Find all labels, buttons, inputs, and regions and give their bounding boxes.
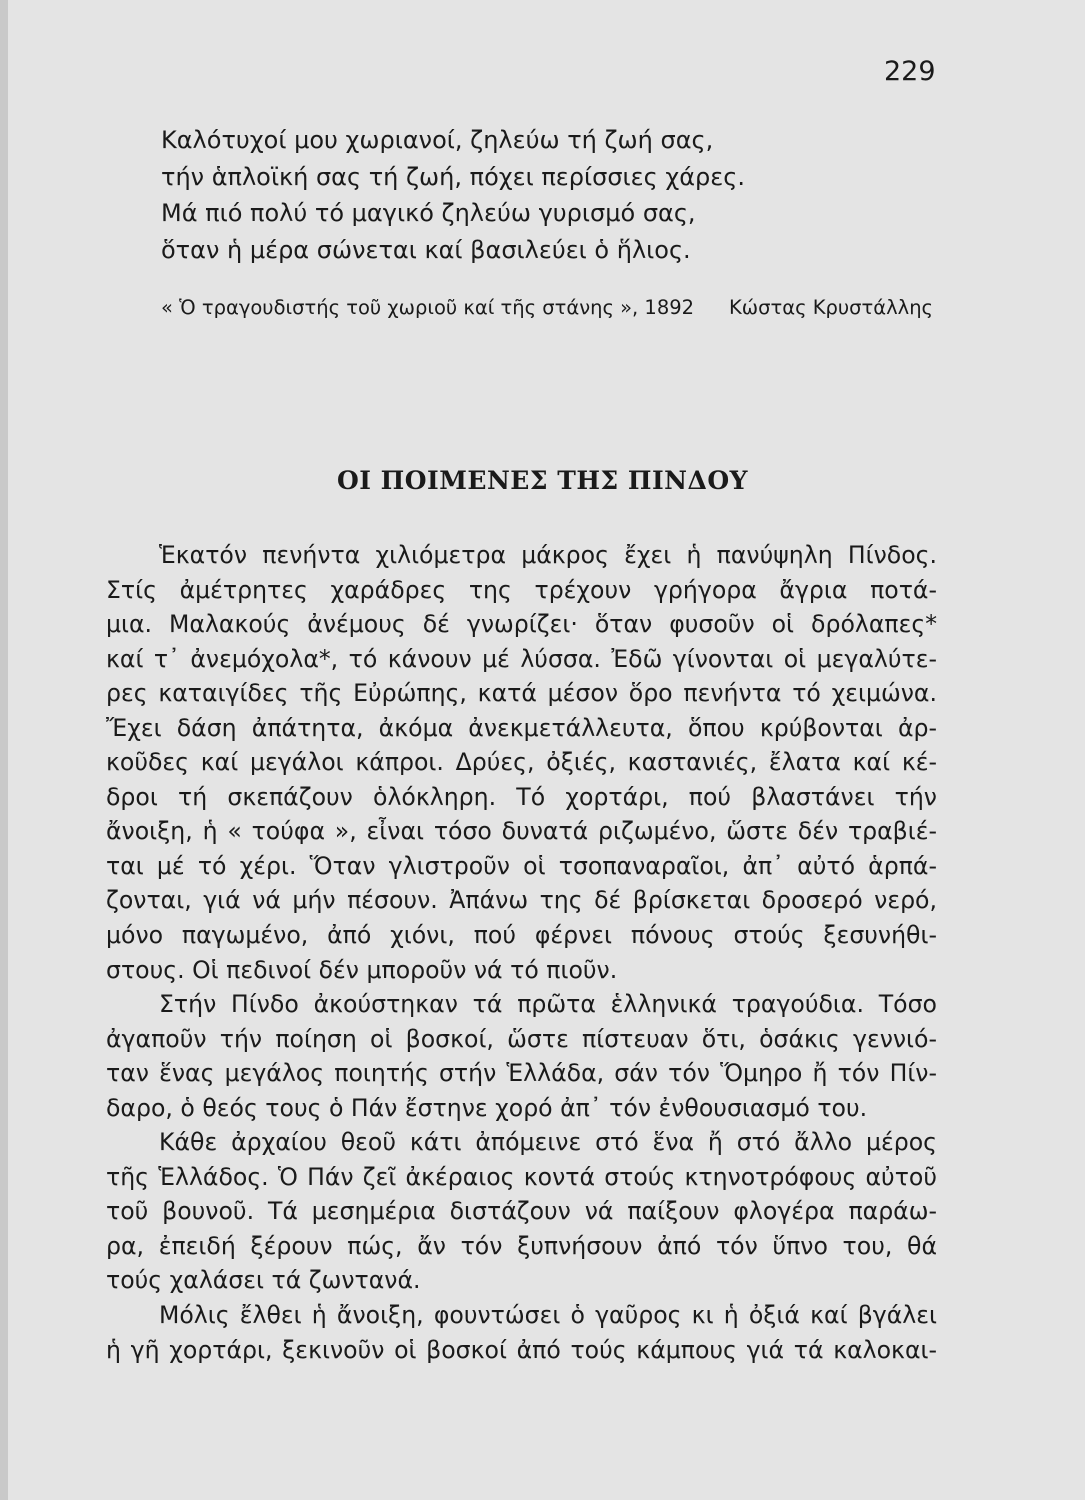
- body-line: μόνο παγωμένο, ἀπό χιόνι, πού φέρνει πόνους στούς ξεσυνήθι-: [106, 921, 937, 950]
- citation-author: Κώστας Κρυστάλλης: [729, 296, 933, 319]
- body-line: Στήν Πίνδο ἀκούστηκαν τά πρῶτα ἑλληνικά τραγούδια. Τόσο: [159, 990, 937, 1019]
- body-line: δροι τή σκεπάζουν ὁλόκληρη. Τό χορτάρι, πού βλαστάνει τήν: [106, 782, 937, 811]
- citation-source: « Ὁ τραγουδιστής τοῦ χωριοῦ καί τῆς στάνης », 1892: [161, 296, 695, 319]
- epigraph-citation: [161, 296, 933, 319]
- body-line: καί τ᾽ ἀνεμόχολα*, τό κάνουν μέ λύσσα. Ἐδῶ γίνονται οἱ μεγαλύτε-: [106, 644, 937, 673]
- body-line: Στίς ἀμέτρητες χαράδρες της τρέχουν γρήγορα ἄγρια ποτά-: [106, 575, 937, 604]
- body-line: ται μέ τό χέρι. Ὅταν γλιστροῦν οἱ τσοπαναραῖοι, ἀπ᾽ αὐτό ἁρπά-: [106, 851, 937, 880]
- chapter-heading: ΟΙ ΠΟΙΜΕΝΕΣ ΤΗΣ ΠΙΝΔΟΥ: [336, 466, 749, 495]
- epigraph: [161, 122, 931, 268]
- epigraph-line: ὅταν ἡ μέρα σώνεται καί βασιλεύει ὁ ἥλιος.: [161, 235, 691, 264]
- body-line: ρα, ἐπειδή ξέρουν πώς, ἄν τόν ξυπνήσουν ἀπό τόν ὕπνο του, θά: [106, 1231, 937, 1260]
- body-text: [106, 538, 937, 1367]
- body-line: ζονται, γιά νά μήν πέσουν. Ἀπάνω της δέ βρίσκεται δροσερό νερό,: [106, 886, 937, 915]
- body-line: ρες καταιγίδες τῆς Εὐρώπης, κατά μέσον ὅρο πενήντα τό χειμώνα.: [106, 679, 937, 708]
- epigraph-line: Μά πιό πολύ τό μαγικό ζηλεύω γυρισμό σας,: [161, 199, 696, 227]
- page-edge: [0, 0, 8, 1500]
- page-number: 229: [884, 56, 936, 87]
- body-line: στους. Οἱ πεδινοί δέν μποροῦν νά τό πιοῦν.: [106, 955, 618, 984]
- body-line: κοῦδες καί μεγάλοι κάπροι. Δρύες, ὀξιές, καστανιές, ἔλατα καί κέ-: [106, 748, 937, 777]
- body-line: ἄνοιξη, ἡ « τούφα », εἶναι τόσο δυνατά ριζωμένο, ὥστε δέν τραβιέ-: [106, 817, 937, 846]
- body-line: Μόλις ἔλθει ἡ ἄνοιξη, φουντώσει ὁ γαῦρος κι ἡ ὀξιά καί βγάλει: [159, 1301, 937, 1330]
- body-line: Κάθε ἀρχαίου θεοῦ κάτι ἀπόμεινε στό ἕνα ἤ στό ἄλλο μέρος: [159, 1128, 937, 1157]
- body-line: ταν ἕνας μεγάλος ποιητής στήν Ἑλλάδα, σάν τόν Ὅμηρο ἤ τόν Πίν-: [106, 1059, 937, 1088]
- body-line: Ἔχει δάση ἀπάτητα, ἀκόμα ἀνεκμετάλλευτα, ὅπου κρύβονται ἀρ-: [106, 713, 937, 742]
- body-line: τοῦ βουνοῦ. Τά μεσημέρια διστάζουν νά παίξουν φλογέρα παράω-: [106, 1197, 937, 1226]
- epigraph-line: Καλότυχοί μου χωριανοί, ζηλεύω τή ζωή σας,: [161, 126, 714, 154]
- epigraph-line: τήν ἁπλοϊκή σας τή ζωή, πόχει περίσσιες χάρες.: [161, 162, 745, 191]
- body-line: μια. Μαλακούς ἀνέμους δέ γνωρίζει· ὅταν φυσοῦν οἱ δρόλαπες*: [106, 610, 937, 639]
- body-line: ἀγαποῦν τήν ποίηση οἱ βοσκοί, ὥστε πίστευαν ὅτι, ὁσάκις γεννιό-: [106, 1024, 937, 1053]
- body-line: Ἑκατόν πενήντα χιλιόμετρα μάκρος ἔχει ἡ πανύψηλη Πίνδος.: [159, 541, 937, 569]
- body-line: δαρο, ὁ θεός τους ὁ Πάν ἔστηνε χορό ἀπ᾽ τόν ἐνθουσιασμό του.: [106, 1093, 868, 1122]
- body-line: ἡ γῆ χορτάρι, ξεκινοῦν οἱ βοσκοί ἀπό τούς κάμπους γιά τά καλοκαι-: [106, 1335, 937, 1364]
- body-line: τούς χαλάσει τά ζωντανά.: [106, 1266, 421, 1295]
- body-line: τῆς Ἑλλάδος. Ὁ Πάν ζεῖ ἀκέραιος κοντά στούς κτηνοτρόφους αὐτοῦ: [106, 1162, 937, 1191]
